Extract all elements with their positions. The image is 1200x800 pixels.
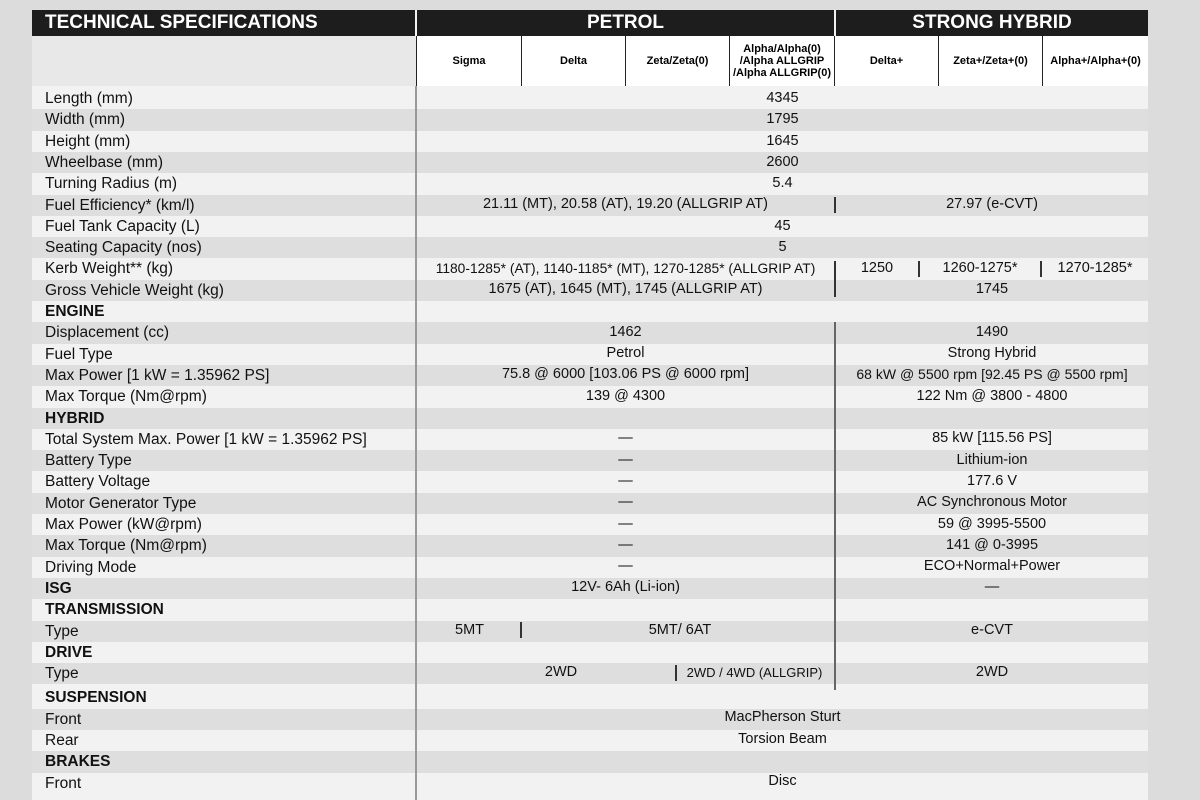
section-heading: ISG — [45, 579, 72, 597]
value-height: 1645 — [766, 133, 799, 149]
value-fuel-hybrid: Strong Hybrid — [947, 345, 1037, 361]
value-width: 1795 — [766, 111, 799, 127]
row-label: Kerb Weight** (kg) — [45, 260, 174, 278]
value-mg-torque-hybrid: 141 @ 0-3995 — [945, 537, 1039, 553]
value-voltage-hybrid: 177.6 V — [967, 473, 1017, 489]
value-displacement-petrol: 1462 — [609, 324, 642, 340]
value-mg-torque-petrol: — — [618, 537, 633, 553]
value-kerb-delta-plus: 1250 — [860, 260, 894, 276]
row-label: Turning Radius (m) — [45, 175, 178, 193]
drive-divider — [675, 665, 677, 681]
row-label: Front — [45, 710, 82, 728]
value-drive-allgrip: 2WD / 4WD (ALLGRIP) — [686, 665, 823, 680]
table-row — [32, 301, 1148, 322]
value-trans-petrol: 5MT/ 6AT — [648, 622, 712, 638]
value-battery-hybrid: Lithium-ion — [956, 452, 1028, 468]
value-isg-hybrid: — — [984, 579, 1000, 595]
value-motor-petrol: — — [618, 494, 633, 510]
section-heading: ENGINE — [45, 303, 105, 320]
row-label: Height (mm) — [45, 132, 131, 150]
value-susp-front: MacPherson Sturt — [724, 709, 841, 725]
row-label: Type — [45, 622, 79, 640]
variant-alpha-plus: Alpha+/Alpha+(0) — [1043, 36, 1148, 86]
petrol-hybrid-divider — [834, 197, 836, 213]
value-trans-hybrid: e-CVT — [971, 622, 1013, 638]
row-label: Driving Mode — [45, 558, 137, 576]
variant-delta: Delta — [522, 36, 626, 86]
value-drive-petrol: 2WD — [544, 664, 578, 680]
petrol-hybrid-divider — [834, 322, 836, 690]
value-motor-hybrid: AC Synchronous Motor — [917, 494, 1067, 510]
value-kerb-alpha-plus: 1270-1285* — [1057, 260, 1133, 276]
section-heading: DRIVE — [45, 643, 93, 661]
row-label: Gross Vehicle Weight (kg) — [45, 281, 224, 299]
value-voltage-petrol: — — [618, 473, 633, 489]
row-label: Max Torque (Nm@rpm) — [45, 388, 207, 406]
row-label: Fuel Efficiency* (km/l) — [45, 196, 195, 214]
table-row — [32, 642, 1148, 663]
value-torque-petrol: 139 @ 4300 — [585, 388, 666, 404]
section-heading: SUSPENSION — [45, 689, 147, 707]
row-label: Battery Type — [45, 452, 132, 470]
label-column-header — [32, 36, 417, 86]
value-length: 4345 — [766, 90, 799, 106]
value-susp-rear: Torsion Beam — [738, 731, 827, 747]
row-label: Displacement (cc) — [45, 324, 170, 342]
value-tank: 45 — [774, 218, 791, 234]
kerb-divider — [918, 261, 920, 277]
section-heading: BRAKES — [45, 753, 111, 771]
table-row — [32, 408, 1148, 429]
spec-sheet — [32, 10, 1148, 800]
variant-alpha-line2: /Alpha ALLGRIP — [739, 55, 825, 67]
value-sys-power-hybrid: 85 kW [115.56 PS] — [932, 430, 1052, 446]
value-drive-hybrid: 2WD — [975, 664, 1009, 680]
value-kerb-petrol: 1180-1285* (AT), 1140-1185* (MT), 1270-1285* (ALLGRIP AT) — [435, 261, 816, 276]
row-label: Fuel Tank Capacity (L) — [45, 217, 200, 235]
value-fe-petrol: 21.11 (MT), 20.58 (AT), 19.20 (ALLGRIP AT) — [482, 196, 768, 212]
variant-zeta: Zeta/Zeta(0) — [626, 36, 730, 86]
variant-alpha — [730, 36, 835, 86]
value-trans-sigma: 5MT — [455, 622, 484, 638]
trans-divider — [520, 622, 522, 638]
row-label: Seating Capacity (nos) — [45, 239, 202, 257]
value-brake-front: Disc — [768, 773, 797, 789]
value-fe-hybrid: 27.97 (e-CVT) — [946, 196, 1038, 212]
header-strong-hybrid: STRONG HYBRID — [836, 10, 1148, 36]
variant-delta-plus: Delta+ — [835, 36, 939, 86]
row-label: Max Power (kW@rpm) — [45, 516, 202, 533]
row-label: Width (mm) — [45, 111, 126, 129]
petrol-hybrid-divider — [834, 261, 836, 297]
variant-alpha-line3: /Alpha ALLGRIP(0) — [733, 67, 831, 79]
row-label: Rear — [45, 732, 79, 749]
value-gvw-hybrid: 1745 — [975, 281, 1009, 297]
variant-zeta-plus: Zeta+/Zeta+(0) — [939, 36, 1043, 86]
value-seating: 5 — [778, 239, 787, 255]
value-isg-petrol: 12V- 6Ah (Li-ion) — [571, 579, 680, 595]
value-fuel-petrol: Petrol — [606, 345, 645, 361]
value-torque-hybrid: 122 Nm @ 3800 - 4800 — [916, 388, 1068, 404]
section-heading: HYBRID — [45, 409, 105, 427]
header-petrol: PETROL — [417, 10, 834, 36]
value-mg-power-petrol: — — [618, 516, 633, 532]
value-kerb-zeta-plus: 1260-1275* — [942, 260, 1018, 276]
value-wheelbase: 2600 — [766, 154, 799, 170]
row-label: Wheelbase (mm) — [45, 153, 163, 171]
value-mode-petrol: — — [618, 558, 633, 574]
table-row — [32, 599, 1148, 620]
value-battery-petrol: — — [618, 452, 633, 468]
table-row — [32, 687, 1148, 708]
value-mg-power-hybrid: 59 @ 3995-5500 — [937, 516, 1047, 532]
value-sys-power-petrol: — — [618, 430, 633, 446]
row-label: Length (mm) — [45, 90, 133, 107]
value-power-petrol: 75.8 @ 6000 [103.06 PS @ 6000 rpm] — [501, 366, 750, 382]
row-label: Type — [45, 665, 79, 683]
row-label: Fuel Type — [45, 345, 113, 363]
value-mode-hybrid: ECO+Normal+Power — [923, 558, 1061, 574]
variant-sigma: Sigma — [417, 36, 522, 86]
row-label: Motor Generator Type — [45, 494, 197, 512]
kerb-divider — [1040, 261, 1042, 277]
table-row — [32, 751, 1148, 772]
row-label: Max Torque (Nm@rpm) — [45, 537, 207, 555]
value-displacement-hybrid: 1490 — [975, 324, 1009, 340]
row-label: Battery Voltage — [45, 473, 151, 491]
value-turning-radius: 5.4 — [772, 175, 793, 191]
row-label: Total System Max. Power [1 kW = 1.35962 PS] — [45, 430, 367, 448]
value-power-hybrid: 68 kW @ 5500 rpm [92.45 PS @ 5500 rpm] — [856, 366, 1128, 382]
variant-alpha-line1: Alpha/Alpha(0) — [743, 43, 821, 55]
row-label: Front — [45, 774, 82, 792]
section-heading: TRANSMISSION — [45, 601, 164, 619]
value-gvw-petrol: 1675 (AT), 1645 (MT), 1745 (ALLGRIP AT) — [488, 281, 763, 297]
header-title: TECHNICAL SPECIFICATIONS — [32, 10, 415, 36]
row-label: Max Power [1 kW = 1.35962 PS] — [45, 366, 270, 384]
